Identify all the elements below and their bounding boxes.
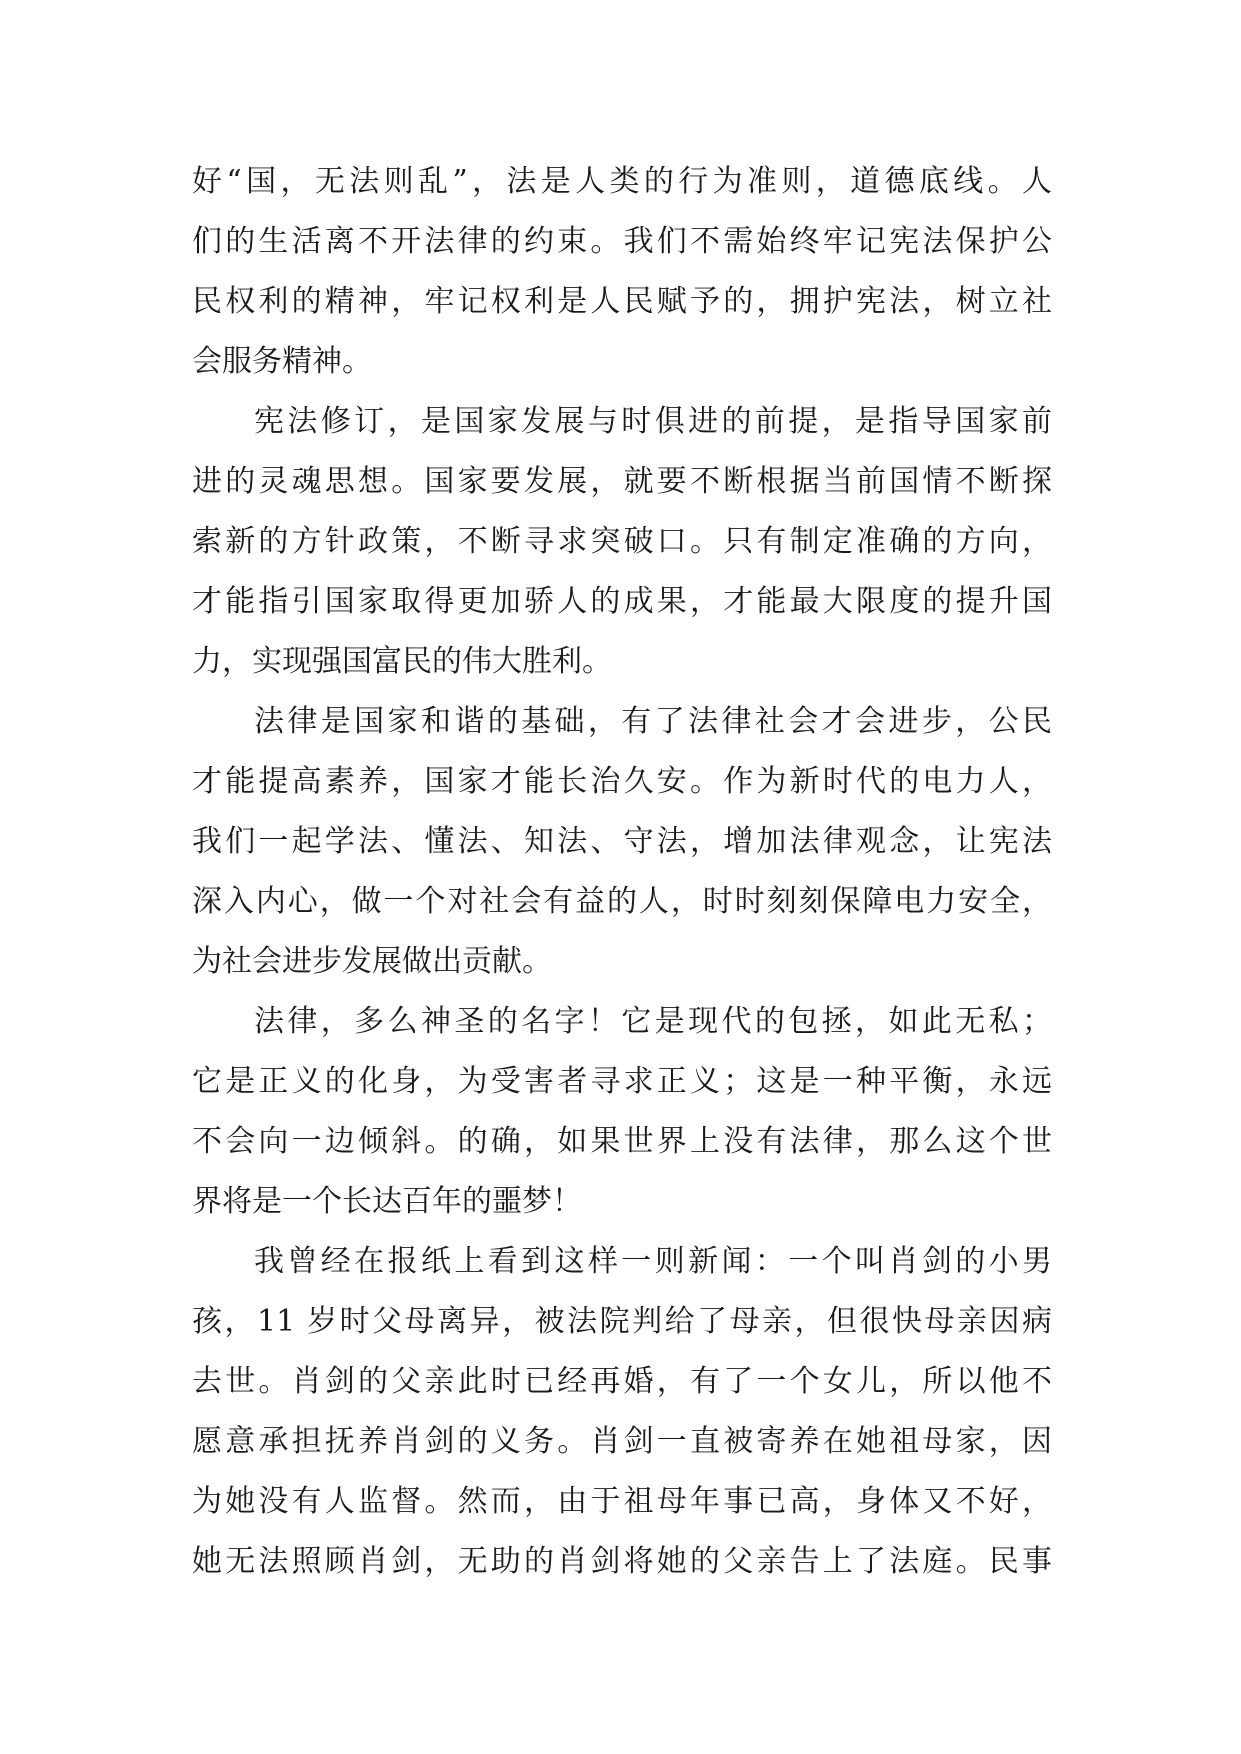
paragraph-3-line-3: 我们一起学法、懂法、知法、守法，增加法律观念，让宪法 xyxy=(192,824,1052,859)
paragraph-3-line-1: 法律是国家和谐的基础，有了法律社会才会进步，公民 xyxy=(254,704,1052,739)
paragraph-4-line-2: 它是正义的化身，为受害者寻求正义；这是一种平衡，永远 xyxy=(192,1064,1052,1099)
paragraph-4-line-3: 不会向一边倾斜。的确，如果世界上没有法律，那么这个世 xyxy=(192,1124,1052,1159)
paragraph-5-line-6: 她无法照顾肖剑，无助的肖剑将她的父亲告上了法庭。民事 xyxy=(192,1544,1052,1579)
paragraph-2-line-3: 索新的方针政策，不断寻求突破口。只有制定准确的方向， xyxy=(192,524,1052,559)
paragraph-2-line-5: 力，实现强国富民的伟大胜利。 xyxy=(192,644,612,679)
paragraph-5-line-5: 为她没有人监督。然而，由于祖母年事已高，身体又不好， xyxy=(192,1484,1052,1519)
paragraph-2-line-2: 进的灵魂思想。国家要发展，就要不断根据当前国情不断探 xyxy=(192,464,1052,499)
paragraph-3-line-2: 才能提高素养，国家才能长治久安。作为新时代的电力人， xyxy=(192,764,1052,799)
paragraph-4-line-1: 法律，多么神圣的名字！它是现代的包拯，如此无私； xyxy=(254,1004,1052,1039)
paragraph-2-line-1: 宪法修订，是国家发展与时俱进的前提，是指导国家前 xyxy=(254,404,1052,439)
paragraph-3-line-5: 为社会进步发展做出贡献。 xyxy=(192,944,552,979)
paragraph-1-line-3: 民权利的精神，牢记权利是人民赋予的，拥护宪法，树立社 xyxy=(192,284,1052,319)
paragraph-4-line-4: 界将是一个长达百年的噩梦！ xyxy=(192,1184,582,1219)
body-text xyxy=(192,152,1052,1592)
paragraph-5-line-3: 去世。肖剑的父亲此时已经再婚，有了一个女儿，所以他不 xyxy=(192,1364,1052,1399)
paragraph-5-line-2: 孩，11 岁时父母离异，被法院判给了母亲，但很快母亲因病 xyxy=(192,1304,1052,1339)
paragraph-1-line-4: 会服务精神。 xyxy=(192,344,372,379)
paragraph-2-line-4: 才能指引国家取得更加骄人的成果，才能最大限度的提升国 xyxy=(192,584,1052,619)
paragraph-5-line-4: 愿意承担抚养肖剑的义务。肖剑一直被寄养在她祖母家，因 xyxy=(192,1424,1052,1459)
paragraph-5-line-1: 我曾经在报纸上看到这样一则新闻：一个叫肖剑的小男 xyxy=(254,1244,1052,1279)
paragraph-3-line-4: 深入内心，做一个对社会有益的人，时时刻刻保障电力安全， xyxy=(192,884,1052,919)
paragraph-1-line-1: 好“国，无法则乱”，法是人类的行为准则，道德底线。人 xyxy=(192,164,1052,199)
paragraph-1-line-2: 们的生活离不开法律的约束。我们不需始终牢记宪法保护公 xyxy=(192,224,1052,259)
